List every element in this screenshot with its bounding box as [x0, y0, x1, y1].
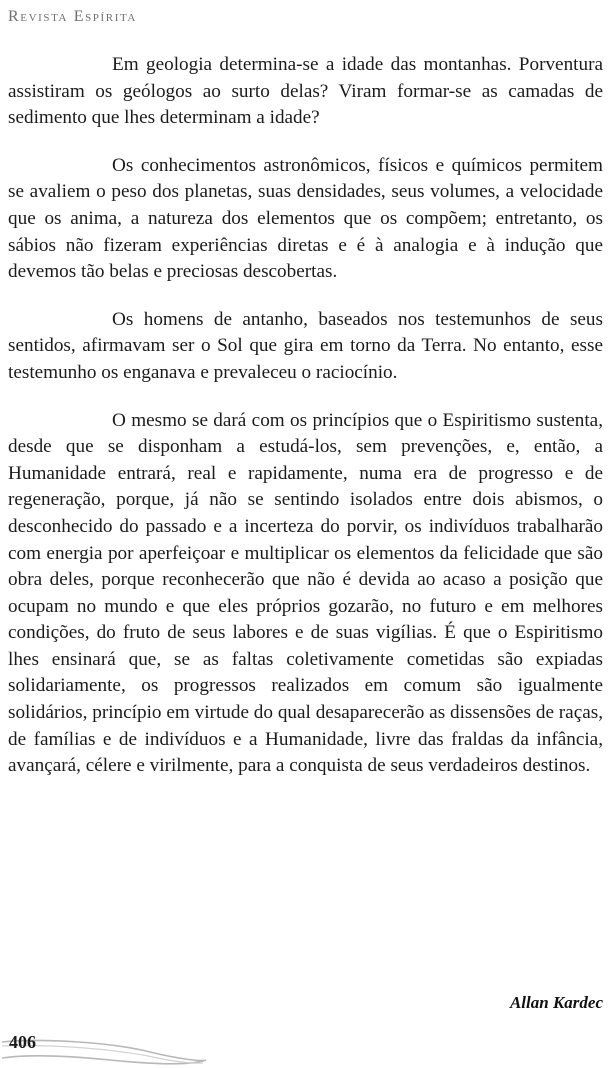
page-number: 406: [9, 1032, 36, 1052]
paragraph-spiritism: O mesmo se dará com os princípios que o Espiritismo sustenta, desde que se disponham a estudá-los, sem prevenções, e, então, a Humanidade entrará, real e rapidamente, numa era de progresso e de regeneração, porque, já não se sentindo isolados entre dois abismos, o desconhecido do passado e a incerteza do porvir, os indivíduos trabalharão com energia por aperfeiçoar e multiplicar os elementos da felicidade que são obra deles, porque reconhecerão que não é devida ao acaso a posição que ocupam no mundo e que eles próprios gozarão, no futuro e em melhores condições, do fruto de seus labores e de suas vigílias. É que o Espiritismo lhes ensinará que, se as faltas coletivamente cometidas são expiadas solidariamente, os progressos realizados em comum são igualmente solidários, princípio em virtude do qual desaparecerão as dissensões de raças, de famílias e de indivíduos e a Humanidade, livre das fraldas da infância, avançará, célere e virilmente, para a conquista de seus verdadeiros destinos.: [8, 409, 603, 777]
paragraph-astronomy: Os conhecimentos astronômicos, físicos e químicos permitem se avaliem o peso dos planetas, suas densidades, seus volumes, a velocidade que os anima, a natureza dos elementos que os compõem; entretanto, os sábios não fizeram experiências diretas e é à analogia e à indução que devemos tão belas e preciosas descobertas.: [8, 154, 603, 283]
paragraph-geology: Em geologia determina-se a idade das montanhas. Porventura assistiram os geólogos ao surto delas? Viram formar-se as camadas de sedimento que lhes determinam a idade?: [8, 54, 603, 129]
author-signature: Allan Kardec: [509, 993, 603, 1012]
article-body: [8, 52, 603, 801]
paragraph-ancients: Os homens de antanho, baseados nos testemunhos de seus sentidos, afirmavam ser o Sol que gira em torno da Terra. No entanto, esse testemunho os enganava e prevaleceu o raciocínio.: [8, 308, 603, 383]
running-header: Revista Espírita: [8, 8, 137, 25]
